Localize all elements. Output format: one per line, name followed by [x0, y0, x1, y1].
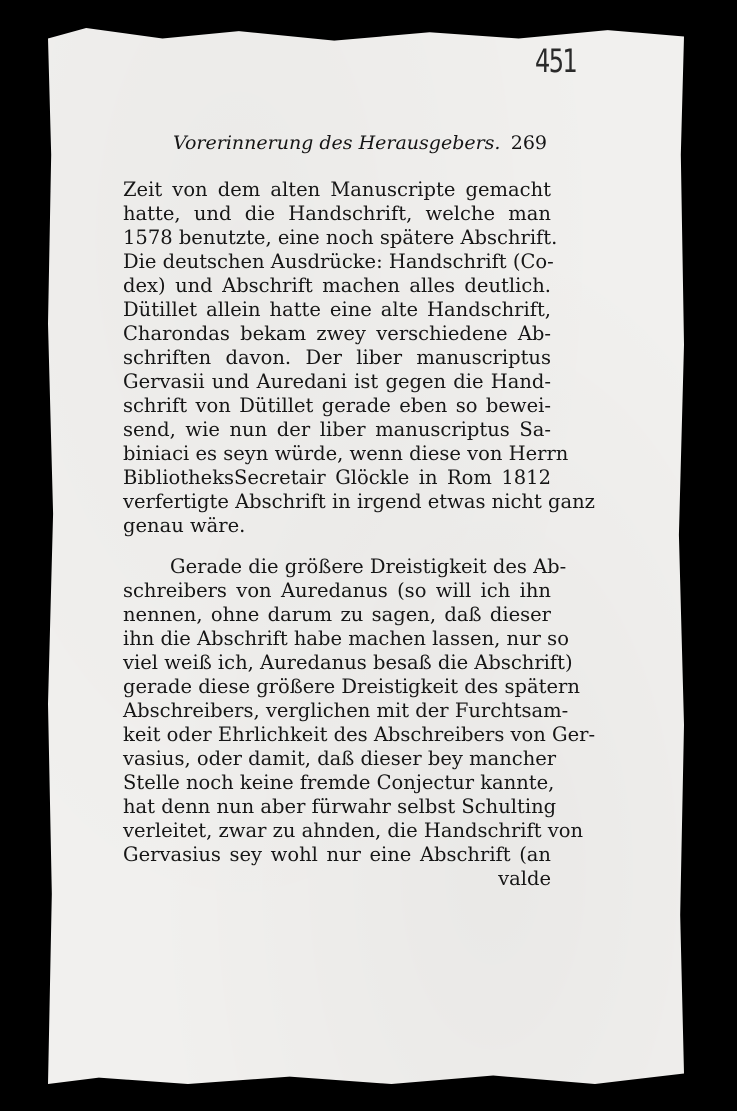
- text-line: verleitet, zwar zu ahnden, die Handschrift von: [123, 819, 584, 842]
- text-line: gerade diese größere Dreistigkeit des spätern: [123, 675, 580, 698]
- text-line: hatte, und die Handschrift, welche man: [123, 202, 551, 225]
- text-line: keit oder Ehrlichkeit des Abschreibers von Ger-: [123, 723, 596, 746]
- text-line: Stelle noch keine fremde Conjectur kannte,: [123, 771, 555, 794]
- text-line: BibliotheksSecretair Glöckle in Rom 1812: [123, 466, 551, 489]
- text-line: Abschreibers, verglichen mit der Furchtsam-: [123, 699, 569, 722]
- text-line: send, wie nun der liber manuscriptus Sa-: [123, 418, 551, 441]
- text-line: schreibers von Auredanus (so will ich ihn: [123, 579, 551, 602]
- text-line: genau wäre.: [123, 514, 246, 537]
- text-line: Zeit von dem alten Manuscripte gemacht: [123, 178, 551, 201]
- text-line: Gervasius sey wohl nur eine Abschrift (an: [123, 843, 551, 866]
- folio-annotation: 451: [535, 42, 577, 80]
- running-head-title: Vorerinnerung des Herausgebers.: [173, 132, 501, 154]
- text-line: ihn die Abschrift habe machen lassen, nur so: [123, 627, 569, 650]
- text-line: nennen, ohne darum zu sagen, daß dieser: [123, 603, 551, 626]
- text-line: biniaci es seyn würde, wenn diese von Herrn: [123, 442, 569, 465]
- catchword: valde: [498, 867, 551, 890]
- text-line: schriften davon. Der liber manuscriptus: [123, 346, 551, 369]
- page-number: 269: [510, 132, 547, 154]
- text-line: verfertigte Abschrift in irgend etwas nicht ganz: [123, 490, 595, 513]
- text-line: Charondas bekam zwey verschiedene Ab-: [123, 322, 551, 345]
- text-line: Die deutschen Ausdrücke: Handschrift (Co-: [123, 250, 554, 273]
- text-line: vasius, oder damit, daß dieser bey mancher: [123, 747, 557, 770]
- text-line: Gerade die größere Dreistigkeit des Ab-: [170, 555, 567, 578]
- text-line: hat denn nun aber fürwahr selbst Schulting: [123, 795, 557, 818]
- text-line: Gervasii und Auredani ist gegen die Hand-: [123, 370, 551, 393]
- text-line: Dütillet allein hatte eine alte Handschrift,: [123, 298, 551, 321]
- text-line: viel weiß ich, Auredanus besaß die Abschrift): [123, 651, 573, 674]
- text-line: 1578 benutzte, eine noch spätere Abschrift.: [123, 226, 558, 249]
- text-line: schrift von Dütillet gerade eben so bewei-: [123, 394, 551, 417]
- text-line: dex) und Abschrift machen alles deutlich.: [123, 274, 551, 297]
